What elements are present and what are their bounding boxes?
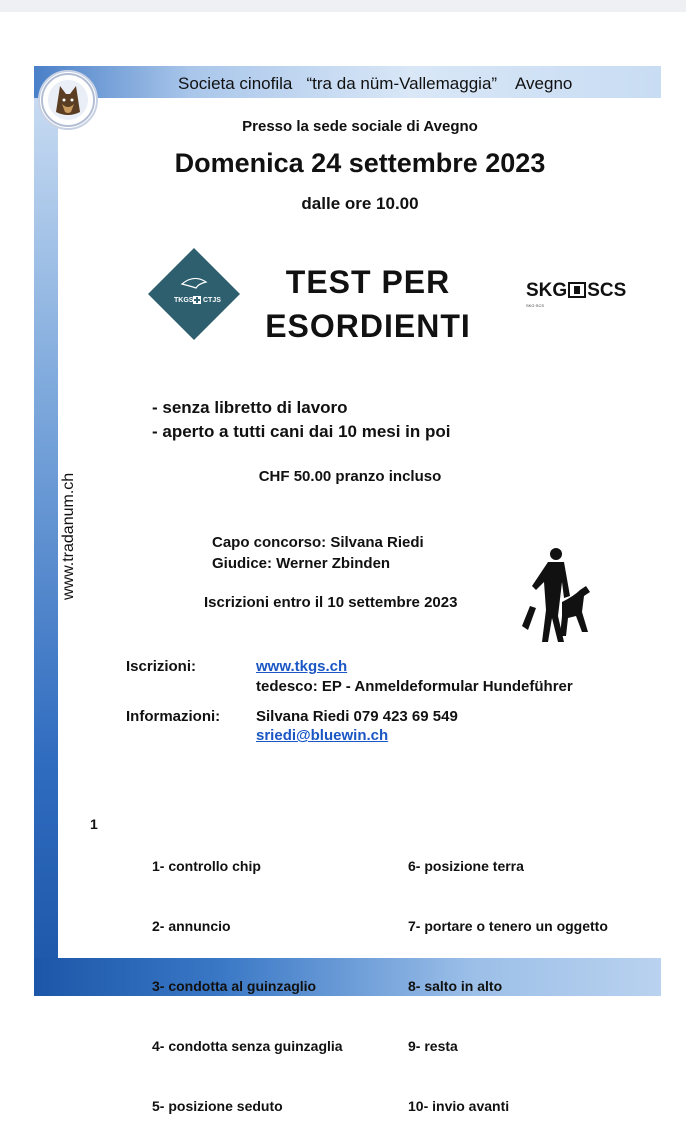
exercise-item: 7- portare o tenero un oggetto <box>408 918 608 934</box>
exercise-item: 6- posizione terra <box>408 858 524 874</box>
condition-item: - aperto a tutti cani dai 10 mesi in poi <box>152 422 451 441</box>
contact-name-phone: Silvana Riedi 079 423 69 549 <box>256 708 458 725</box>
exercise-item: 5- posizione seduto <box>152 1098 283 1114</box>
tkgs-logo <box>148 248 240 340</box>
exercise-item: 1- controllo chip <box>152 858 261 874</box>
registration-deadline: Iscrizioni entro il 10 settembre 2023 <box>204 594 458 611</box>
condition-item: - senza libretto di lavoro <box>152 398 348 417</box>
venue-text: Presso la sede sociale di Avegno <box>242 118 478 135</box>
top-strip <box>0 0 686 12</box>
title-line-2: ESORDIENTI <box>265 308 471 344</box>
exercise-item: 2- annuncio <box>152 918 231 934</box>
exercise-item: 8- salto in alto <box>408 978 503 994</box>
conditions-list <box>152 396 451 444</box>
event-time: dalle ore 10.00 <box>301 194 419 213</box>
giudice: Giudice: Werner Zbinden <box>212 555 391 572</box>
skg-subtext: SKG·SCS <box>526 303 545 308</box>
registration-note: tedesco: EP - Anmeldeformular Hundeführer <box>256 678 573 695</box>
side-website: www.tradanum.ch <box>60 472 77 600</box>
skg-label: SKG <box>526 280 568 301</box>
scs-label: SCS <box>587 280 627 301</box>
price-text: CHF 50.00 pranzo incluso <box>258 468 442 485</box>
exercise-list-left <box>152 816 343 1136</box>
staff-block <box>212 532 424 574</box>
contact-email-link[interactable]: sriedi@bluewin.ch <box>256 727 389 744</box>
capo-concorso: Capo concorso: Silvana Riedi <box>212 534 424 551</box>
event-title <box>250 260 486 348</box>
informazioni-label: Informazioni: <box>126 708 221 725</box>
page-number: 1 <box>90 816 98 832</box>
skg-emblem-icon <box>568 282 586 298</box>
frame-left-bar <box>34 66 58 996</box>
tkgs-label: TKGS <box>174 297 194 304</box>
club-header: Societa cinofila “tra da nüm-Vallemaggia” Avegno <box>178 74 573 93</box>
exercise-item: 4- condotta senza guinzaglia <box>152 1038 343 1054</box>
exercise-item: 3- condotta al guinzaglio <box>152 978 317 994</box>
title-line-1: TEST PER <box>285 264 451 300</box>
ctjs-label: CTJS <box>203 297 221 304</box>
iscrizioni-label: Iscrizioni: <box>126 658 197 675</box>
tkgs-link[interactable]: www.tkgs.ch <box>256 658 348 675</box>
exercise-item: 9- resta <box>408 1038 458 1054</box>
exercise-item: 10- invio avanti <box>408 1098 510 1114</box>
skg-logo <box>526 280 626 308</box>
handler-with-dog-icon <box>518 546 598 646</box>
exercise-list-right <box>408 816 608 1136</box>
event-date: Domenica 24 settembre 2023 <box>174 148 546 178</box>
